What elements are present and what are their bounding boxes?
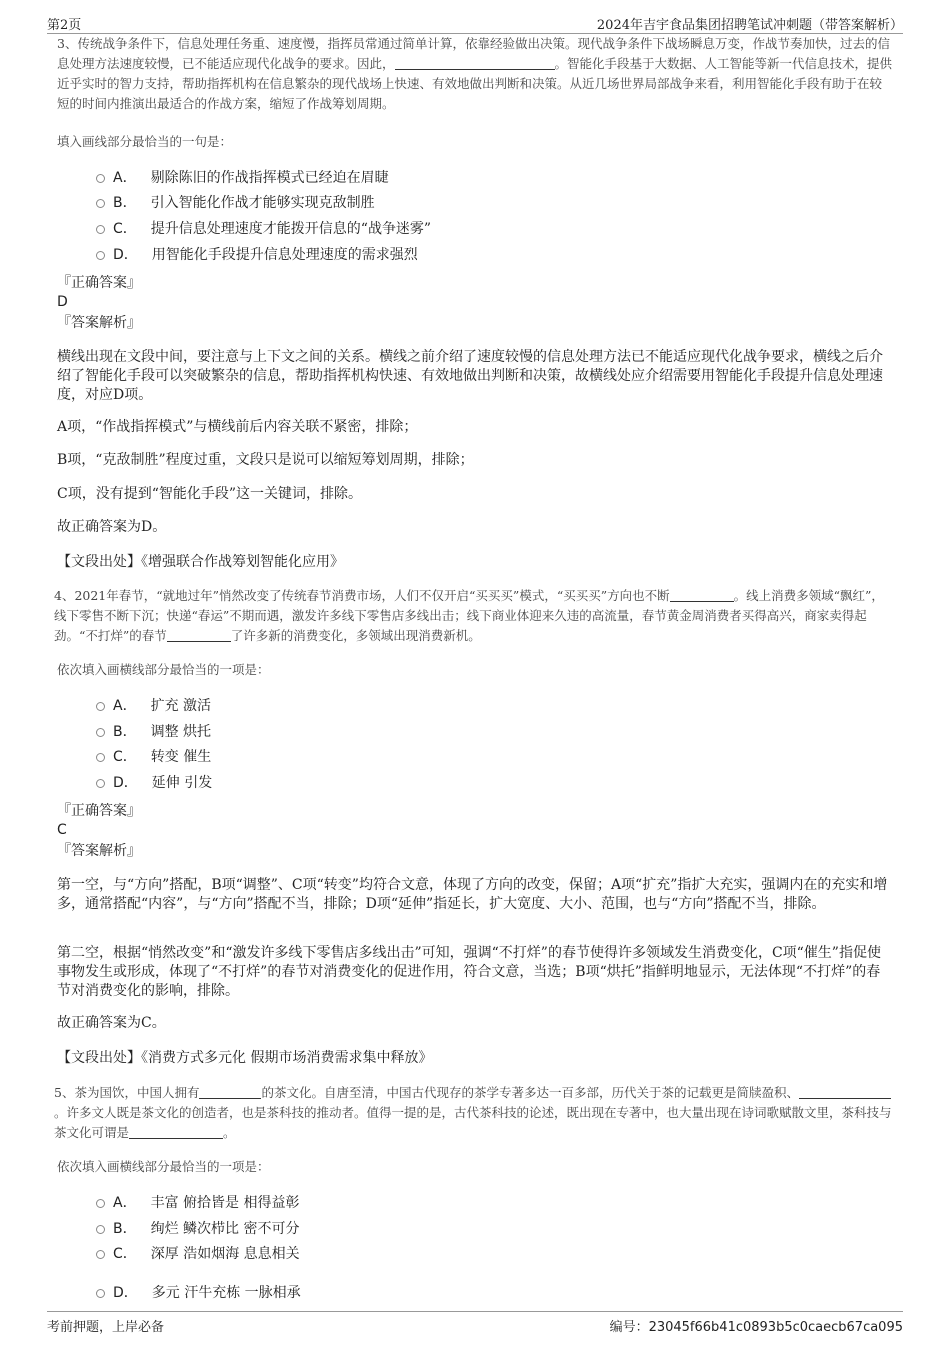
q3-conclusion: 故正确答案为D。: [57, 519, 167, 535]
q4-passage: 4、2021年春节，“就地过年”悄然改变了传统春节消费市场，人们不仅开启“买买买”模式，“买买买”方向也不断 。线上消费多领域“飘红”，线下零售不断下沉；快递“春运”不期而遇，激发许多线下零售店多线出击；线下商业体迎来久违的高流量，春节黄金周消费者买得高兴，商家卖得起劲。“不打烊”的春节 了许多新的消费变化，多领域出现消费新机。: [54, 588, 884, 643]
document-title: 2024年吉宇食品集团招聘笔试冲刺题（带答案解析）: [596, 18, 903, 33]
q4-prompt: 依次填入画横线部分最恰当的一项是：: [57, 662, 270, 677]
radio-icon: [96, 728, 105, 737]
q4-source: 【文段出处】《消费方式多元化 假期市场消费需求集中释放》: [57, 1050, 433, 1066]
q3-blank: [395, 56, 555, 70]
q3-prompt: 填入画线部分最恰当的一句是：: [57, 134, 233, 149]
q4-blank-1: [670, 588, 734, 602]
q4-option-a[interactable]: A． 扩充 激活: [96, 696, 211, 716]
q4-analysis-first-blank: 第一空，与“方向”搭配，B项“调整”、C项“转变”均符合文意，体现了方向的改变，保留；A项“扩充”指扩大充实，强调内在的充实和增多，通常搭配“内容”，与“方向”搭配不当，排除；D项“延伸”指延长，扩大宽度、大小、范围，也与“方向”搭配不当，排除。: [57, 877, 888, 912]
q5-prompt: 依次填入画横线部分最恰当的一项是：: [57, 1159, 270, 1174]
q5-option-d[interactable]: D． 多元 汗牛充栋 一脉相承: [96, 1283, 301, 1303]
radio-icon: [96, 1225, 105, 1234]
q3-option-b[interactable]: B． 引入智能化作战才能够实现克敌制胜: [96, 193, 375, 213]
radio-icon: [96, 1199, 105, 1208]
q3-analysis-b: B项，“克敌制胜”程度过重，文段只是说可以缩短筹划周期，排除；: [57, 452, 474, 468]
radio-icon: [96, 199, 105, 208]
q4-conclusion: 故正确答案为C。: [57, 1015, 166, 1031]
q4-option-b[interactable]: B． 调整 烘托: [96, 722, 211, 742]
q5-blank-3: [129, 1125, 223, 1139]
q4-answer-label: 『正确答案』: [57, 803, 141, 819]
page-number: 第2页: [47, 18, 82, 33]
q3-passage: 3、传统战争条件下，信息处理任务重、速度慢，指挥员常通过简单计算，依靠经验做出决策。现代战争条件下战场瞬息万变，作战节奏加快，过去的信息处理方法速度较慢，已不能适应现代化战争的要求。因此， 。智能化手段基于大数据、人工智能等新一代信息技术，提供近乎实时的智力支持，帮助指挥机构在信息繁杂的现代战场上快速、有效地做出判断和决策。从近几场世界局部战争来看，利用智能化手段有助于在较短的时间内推演出最适合的作战方案，缩短了作战筹划周期。: [57, 36, 893, 111]
q5-blank-1: [199, 1085, 261, 1099]
q3-source: 【文段出处】《增强联合作战筹划智能化应用》: [57, 554, 344, 570]
q5-option-c[interactable]: C． 深厚 浩如烟海 息息相关: [96, 1244, 300, 1264]
q4-blank-2: [167, 628, 231, 642]
radio-icon: [96, 779, 105, 788]
q4-option-d[interactable]: D． 延伸 引发: [96, 773, 212, 793]
q3-analysis-c: C项，没有提到“智能化手段”这一关键词，排除。: [57, 486, 363, 502]
q3-option-d[interactable]: D． 用智能化手段提升信息处理速度的需求强烈: [96, 245, 418, 265]
q5-blank-2: [799, 1085, 891, 1099]
q4-answer: C: [57, 822, 67, 838]
q4-option-c[interactable]: C． 转变 催生: [96, 747, 211, 767]
page-footer: [47, 1311, 903, 1335]
q3-analysis-label: 『答案解析』: [57, 315, 141, 331]
q5-passage: 5、茶为国饮，中国人拥有 的茶文化。自唐至清，中国古代现存的茶学专著多达一百多部，历代关于茶的记载更是简牍盈积、。许多文人既是茶文化的创造者，也是茶科技的推动者。值得一提的是，古代茶科技的论述，既出现在专著中，也大量出现在诗词歌赋散文里，茶科技与茶文化可谓是 。: [54, 1085, 892, 1140]
radio-icon: [96, 1289, 105, 1298]
q3-analysis-a: A项，“作战指挥模式”与横线前后内容关联不紧密，排除；: [57, 419, 418, 435]
radio-icon: [96, 225, 105, 234]
q4-analysis-label: 『答案解析』: [57, 843, 141, 859]
q5-option-a[interactable]: A． 丰富 俯拾皆是 相得益彰: [96, 1193, 299, 1213]
q3-answer: D: [57, 294, 68, 310]
q3-analysis-main: 横线出现在文段中间，要注意与上下文之间的关系。横线之前介绍了速度较慢的信息处理方法已不能适应现代化战争要求，横线之后介绍了智能化手段可以突破繁杂的信息，帮助指挥机构快速、有效地做出判断和决策，故横线处应介绍需要用智能化手段提升信息处理速度，对应D项。: [57, 349, 883, 403]
q3-option-c[interactable]: C． 提升信息处理速度才能拨开信息的“战争迷雾”: [96, 219, 431, 239]
q3-option-a[interactable]: A． 剔除陈旧的作战指挥模式已经迫在眉睫: [96, 168, 389, 188]
q5-option-b[interactable]: B． 绚烂 鳞次栉比 密不可分: [96, 1219, 300, 1239]
radio-icon: [96, 1250, 105, 1259]
q3-answer-label: 『正确答案』: [57, 275, 141, 291]
radio-icon: [96, 174, 105, 183]
radio-icon: [96, 753, 105, 762]
document-id: 编号：23045f66b41c0893b5c0caecb67ca095: [609, 1320, 903, 1335]
q4-analysis-second-blank: 第二空，根据“悄然改变”和“激发许多线下零售店多线出击”可知，强调“不打烊”的春节使得许多领域发生消费变化，C项“催生”指促使事物发生或形成，体现了“不打烊”的春节对消费变化的促进作用，符合文意，当选；B项“烘托”指鲜明地显示，无法体现“不打烊”的春节对消费变化的影响，排除。: [57, 945, 881, 999]
page-header: [47, 12, 903, 34]
radio-icon: [96, 702, 105, 711]
radio-icon: [96, 251, 105, 260]
footer-slogan: 考前押题，上岸必备: [47, 1320, 165, 1335]
